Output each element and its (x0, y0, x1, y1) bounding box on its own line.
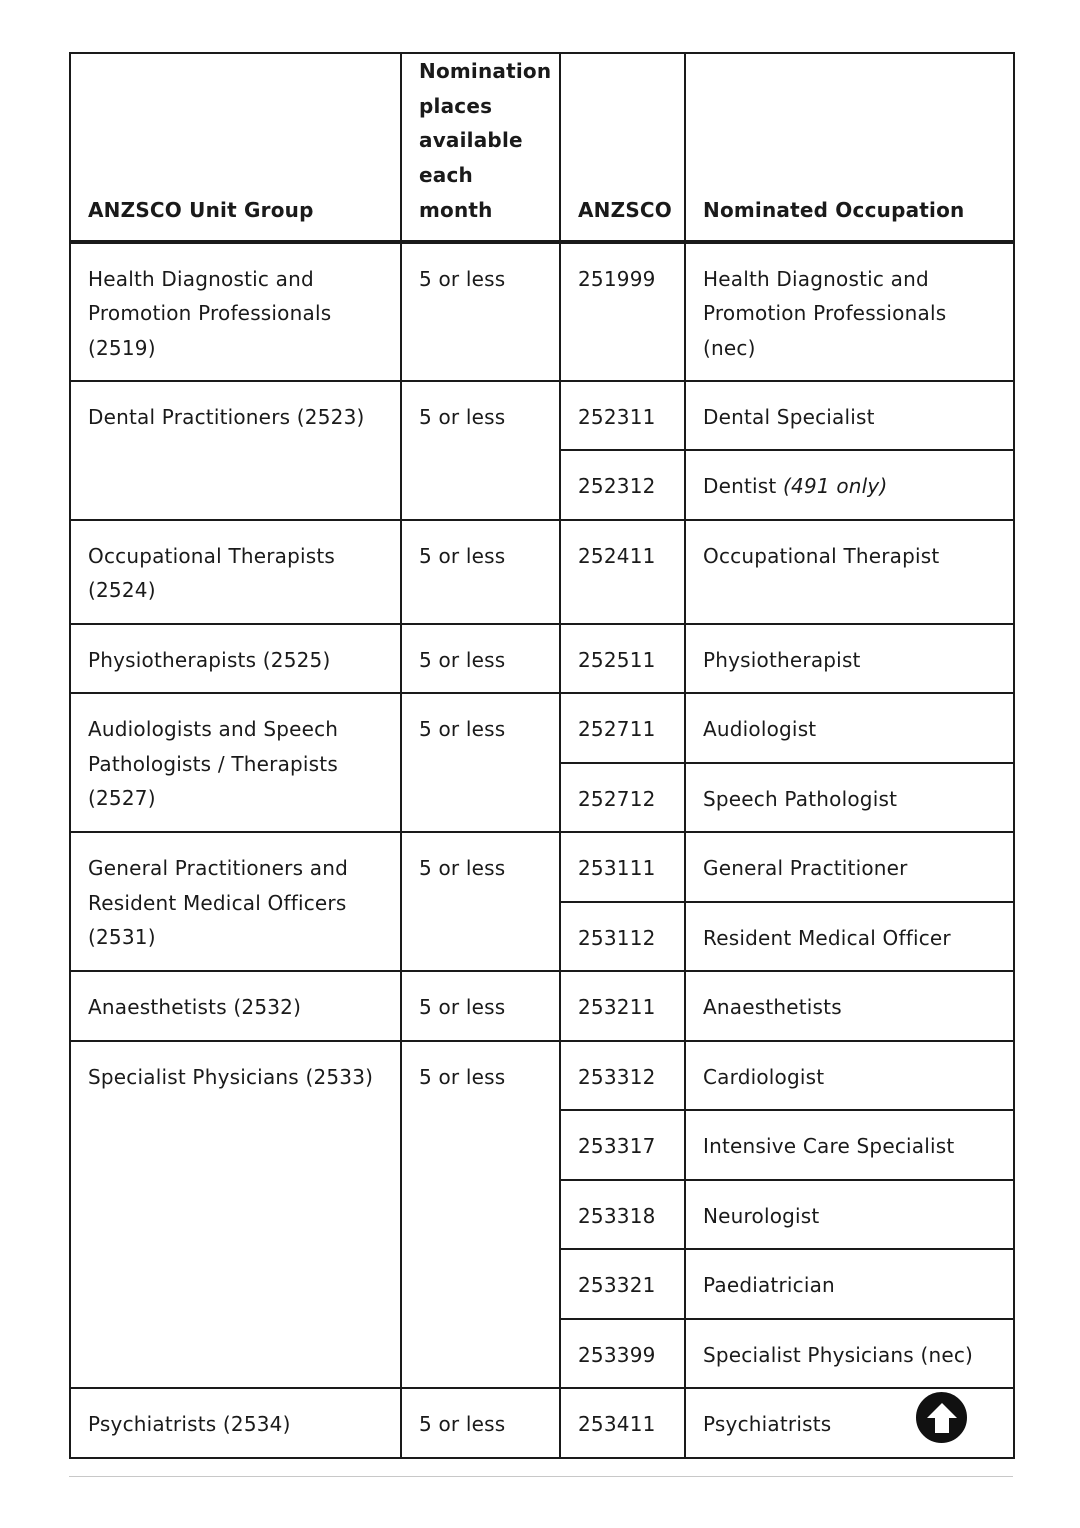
anzsco-code-cell: 253317 (560, 1110, 685, 1180)
unit-group-cell: Occupational Therapists (2524) (70, 520, 401, 624)
table-row (70, 242, 1014, 381)
unit-group-cell: Anaesthetists (2532) (70, 971, 401, 1041)
occupation-cell: Intensive Care Specialist (685, 1110, 1014, 1180)
arrow-up-circle-icon (924, 1400, 960, 1436)
occupation-cell: Psychiatrists (685, 1388, 1014, 1458)
anzsco-code-cell: 253399 (560, 1319, 685, 1389)
unit-group-cell: Psychiatrists (2534) (70, 1388, 401, 1458)
places-cell: 5 or less (401, 624, 560, 694)
occupation-cell: Physiotherapist (685, 624, 1014, 694)
header-anzsco: ANZSCO (560, 53, 685, 242)
header-nominated-occupation: Nominated Occupation (685, 53, 1014, 242)
unit-group-cell: Audiologists and Speech Pathologists / Therapists (2527) (70, 693, 401, 832)
unit-group-cell: Physiotherapists (2525) (70, 624, 401, 694)
scroll-to-top-button[interactable] (913, 1389, 970, 1446)
occupation-cell: Paediatrician (685, 1249, 1014, 1319)
header-places-line: Nomination (419, 59, 552, 83)
places-cell: 5 or less (401, 1388, 560, 1458)
occupation-cell: Neurologist (685, 1180, 1014, 1250)
anzsco-code-cell: 253318 (560, 1180, 685, 1250)
table-row (70, 971, 1014, 1041)
places-cell: 5 or less (401, 971, 560, 1041)
occupation-cell: Health Diagnostic and Promotion Professionals (nec) (685, 242, 1014, 381)
occupation-cell: Occupational Therapist (685, 520, 1014, 624)
occupation-cell: Cardiologist (685, 1041, 1014, 1111)
header-nomination-places (401, 53, 560, 242)
header-places-line: each month (419, 163, 493, 222)
table-row (70, 520, 1014, 624)
anzsco-code-cell: 253411 (560, 1388, 685, 1458)
occupation-cell: Specialist Physicians (nec) (685, 1319, 1014, 1389)
occupation-cell: Anaesthetists (685, 971, 1014, 1041)
occupation-cell: Speech Pathologist (685, 763, 1014, 833)
occupation-cell: Dental Specialist (685, 381, 1014, 451)
table-row (70, 624, 1014, 694)
table-row (70, 1041, 1014, 1111)
places-cell: 5 or less (401, 242, 560, 381)
table-row (70, 832, 1014, 902)
occupation-cell (685, 450, 1014, 520)
anzsco-code-cell: 252711 (560, 693, 685, 763)
header-places-line: available (419, 128, 523, 153)
table-row (70, 693, 1014, 763)
places-cell: 5 or less (401, 832, 560, 971)
anzsco-code-cell: 253211 (560, 971, 685, 1041)
footer-divider (69, 1476, 1013, 1477)
anzsco-code-cell: 253321 (560, 1249, 685, 1319)
anzsco-code-cell: 253111 (560, 832, 685, 902)
unit-group-cell: Dental Practitioners (2523) (70, 381, 401, 520)
unit-group-cell: Health Diagnostic and Promotion Professionals (2519) (70, 242, 401, 381)
anzsco-code-cell: 251999 (560, 242, 685, 381)
table-header-row (70, 53, 1014, 242)
unit-group-cell: Specialist Physicians (2533) (70, 1041, 401, 1389)
header-unit-group: ANZSCO Unit Group (70, 53, 401, 242)
anzsco-code-cell: 252411 (560, 520, 685, 624)
places-cell: 5 or less (401, 1041, 560, 1389)
occupation-cell: Audiologist (685, 693, 1014, 763)
anzsco-code-cell: 253112 (560, 902, 685, 972)
occupation-cell: Resident Medical Officer (685, 902, 1014, 972)
occupation-note: (491 only) (783, 474, 888, 499)
anzsco-code-cell: 253312 (560, 1041, 685, 1111)
places-cell: 5 or less (401, 693, 560, 832)
anzsco-code-cell: 252312 (560, 450, 685, 520)
places-cell: 5 or less (401, 381, 560, 520)
occupation-table (69, 52, 1015, 1459)
places-cell: 5 or less (401, 520, 560, 624)
occupation-name: Dentist (703, 474, 777, 499)
table-row (70, 1388, 1014, 1458)
unit-group-cell: General Practitioners and Resident Medical Officers (2531) (70, 832, 401, 971)
anzsco-code-cell: 252511 (560, 624, 685, 694)
anzsco-code-cell: 252712 (560, 763, 685, 833)
header-places-line: places (419, 93, 493, 118)
table-row (70, 381, 1014, 451)
anzsco-code-cell: 252311 (560, 381, 685, 451)
occupation-cell: General Practitioner (685, 832, 1014, 902)
